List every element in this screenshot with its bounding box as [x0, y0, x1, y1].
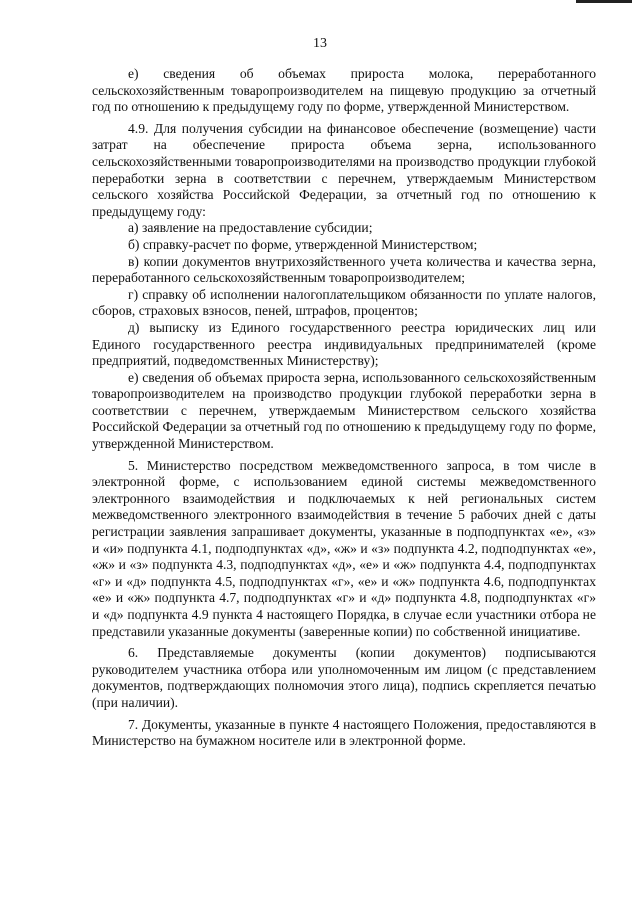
list-item-4-9-a: а) заявление на предоставление субсидии;: [128, 220, 373, 236]
paragraph-4-9: 4.9. Для получения субсидии на финансовое обеспечение (возмещение) части затрат на обеспечение прироста объема зерна, использованного сельскохозяйственными товаропроизводителями на производство продукции глубокой переработки зерна в соответствии с перечнем, утверждаемым Министерством сельского хозяйства Российской Федерации, за отчетный год по отношению к предыдущему году:: [92, 120, 596, 219]
list-item-4-9-d: д) выписку из Единого государственного реестра юридических лиц или Единого государственного реестра индивидуальных предпринимателей (кроме предприятий, подведомственных Министерству);: [92, 319, 596, 369]
list-item-4-9-g: г) справку об исполнении налогоплательщиком обязанности по уплате налогов, сборов, страховых взносов, пеней, штрафов, процентов;: [92, 286, 596, 319]
list-item-4-9-e: е) сведения об объемах прироста зерна, использованного сельскохозяйственным товаропроизводителем на производство продукции глубокой переработки зерна в соответствии с перечнем, утверждаемым Министерством сельского хозяйства Российской Федерации за отчетный год по отношению к предыдущему году по форме, утвержденной Министерством.: [92, 369, 596, 452]
list-item-4-9-v: в) копии документов внутрихозяйственного учета количества и качества зерна, переработанного сельскохозяйственным товаропроизводителем;: [92, 253, 596, 286]
paragraph-5: 5. Министерство посредством межведомственного запроса, в том числе в электронной форме, с использованием единой системы межведомственного электронного взаимодействия и подключаемых к ней региональных систем межведомственного электронного взаимодействия в течение 5 рабочих дней с даты регистрации заявления запрашивает документы, указанные в подподпунктах «е», «з» и «и» подпункта 4.1, подподпунктах «д», «ж» и «з» подпункта 4.2, подподпунктах «е», «ж» и «з» подпункта 4.3, подподпунктах «д», «е» и «ж» подпункта 4.4, подподпунктах «г» и «д» подпункта 4.5, подподпунктах «г», «е» и «ж» подпункта 4.6, подподпунктах «е» и «ж» подпункта 4.7, подподпунктах «г» и «д» подпункта 4.8, подподпунктах «г» и «д» подпункта 4.9 пункта 4 настоящего Порядка, в случае если участники отбора не представили указанные документы (заверенные копии) по собственной инициативе.: [92, 457, 596, 639]
scan-corner-mark: [576, 0, 632, 3]
page-number: 13: [313, 36, 327, 51]
document-body: [92, 66, 596, 750]
paragraph-6: 6. Представляемые документы (копии документов) подписываются руководителем участника отбора или уполномоченным им лицом (с представлением документов, подтверждающих полномочия этого лица), подпись скрепляется печатью (при наличии).: [92, 645, 596, 710]
paragraph-7: 7. Документы, указанные в пункте 4 настоящего Положения, предоставляются в Министерство на бумажном носителе или в электронной форме.: [92, 716, 596, 749]
list-item-4-9-b: б) справку-расчет по форме, утвержденной Министерством;: [128, 236, 478, 252]
paragraph-4-8-e: е) сведения об объемах прироста молока, переработанного сельскохозяйственным товаропроизводителем на пищевую продукцию за отчетный год по отношению к предыдущему году по форме, утвержденной Министерством.: [92, 66, 596, 115]
